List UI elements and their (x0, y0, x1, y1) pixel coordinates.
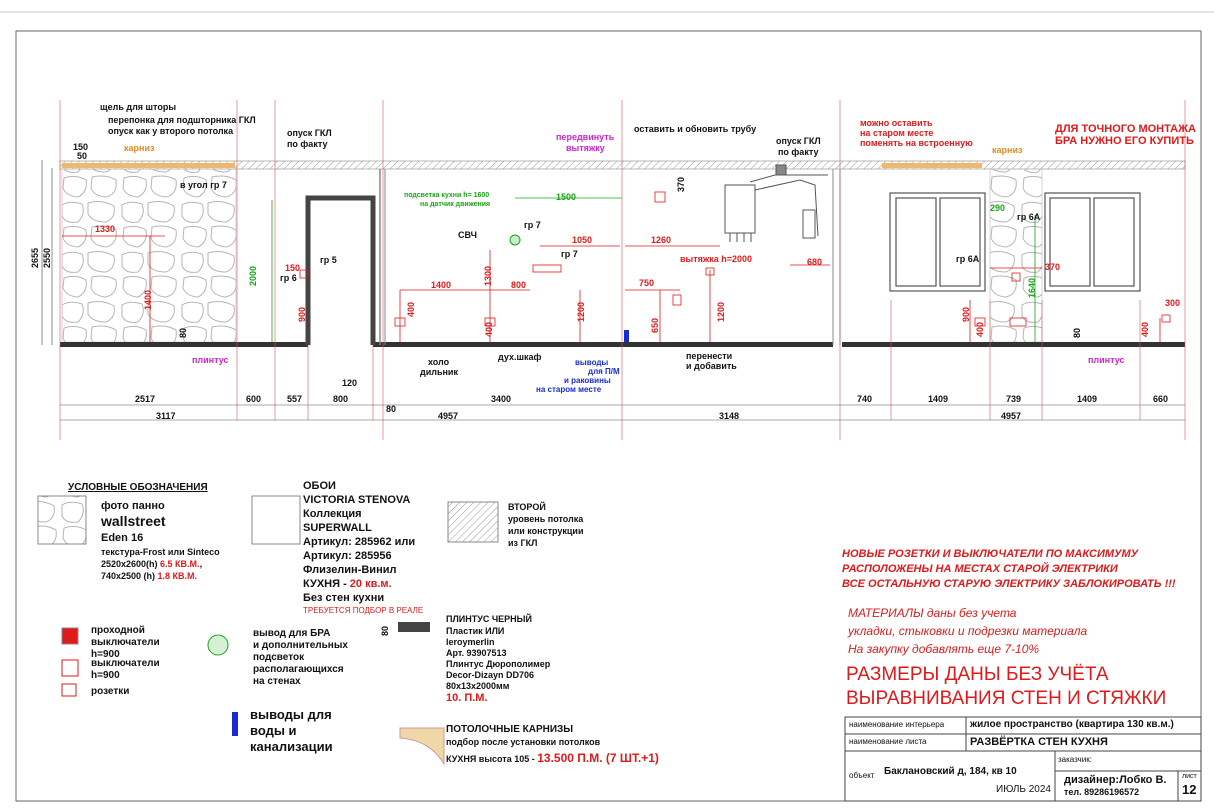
group-6a-2: гр 6А (956, 254, 980, 264)
move-add-2: и добавить (686, 361, 737, 371)
ceiling-3: или конструкции (508, 526, 584, 536)
dim-row1-0: 2517 (135, 394, 156, 404)
wall-8a: КУХНЯ - (303, 578, 350, 590)
group-7c: гр 7 (561, 249, 578, 259)
cornice-3 (446, 752, 659, 766)
dim-1300: 1300 (483, 265, 493, 286)
plinth-label-1: плинтус (192, 355, 229, 365)
ceiling-1: ВТОРОЙ (508, 502, 546, 512)
plinth-2: Пластик ИЛИ (446, 626, 505, 636)
legend-photo-swatch (38, 496, 86, 544)
cornice-label-1: карниз (124, 143, 155, 153)
dim-row1-7: 739 (1006, 394, 1022, 404)
hood-height: вытяжка h=2000 (680, 254, 753, 264)
dim-row1-8: 1409 (1077, 394, 1098, 404)
dim-150b: 150 (285, 263, 301, 273)
sconce-note-1: ДЛЯ ТОЧНОГО МОНТАЖА (1055, 123, 1196, 135)
tb-interior-value: жилое пространство (квартира 130 кв.м.) (970, 719, 1174, 730)
photo-5 (101, 559, 202, 569)
cornice-left (62, 163, 235, 168)
photo-5a: 2520x2600(h) (101, 559, 161, 569)
dim-row2-3: 4957 (1001, 411, 1022, 421)
dim-1200a: 1200 (576, 301, 586, 322)
cornice-1: ПОТОЛОЧНЫЕ КАРНИЗЫ (446, 724, 574, 735)
water-2: воды и (250, 723, 297, 738)
group-7a: гр 7 (210, 180, 227, 190)
dim-400b: 400 (484, 321, 494, 337)
can-leave-1: можно оставить (860, 118, 933, 128)
dim-2550: 2550 (42, 247, 52, 268)
photo-6 (101, 571, 197, 581)
photo-5c: , (199, 559, 203, 569)
dim-row1-2: 557 (287, 394, 303, 404)
ceiling-2: уровень потолка (508, 514, 584, 524)
photo-5b: 6.5 КВ.М. (160, 559, 200, 569)
note-new-1: НОВЫЕ РОЗЕТКИ И ВЫКЛЮЧАТЕЛИ ПО МАКСИМУМУ (842, 548, 1139, 560)
bra-4: располагающихся (253, 664, 344, 675)
tb-interior-label: наименование интерьера (849, 720, 945, 729)
wall-4: SUPERWALL (303, 522, 372, 534)
bra-5: на стенах (253, 676, 301, 687)
tb-sheet-label: наименование листа (849, 737, 927, 746)
can-leave-2: на старом месте (860, 128, 934, 138)
cornice-label-2: карниз (992, 145, 1023, 155)
dim-50: 50 (77, 151, 88, 161)
dim-row1-3: 800 (333, 394, 349, 404)
gkl-drop-2a: опуск ГКЛ (776, 136, 821, 146)
sw-pass-1: проходной (91, 625, 145, 636)
dim-400d: 400 (1140, 321, 1150, 337)
tb-date: ИЮЛЬ 2024 (996, 784, 1051, 795)
group-7b: гр 7 (524, 220, 541, 230)
legend-socket (62, 684, 76, 696)
sconce-note-2: БРА НУЖНО ЕГО КУПИТЬ (1055, 135, 1194, 147)
move-hood-2: вытяжку (566, 143, 605, 153)
note-mat-2: укладки, стыковки и подрезки материала (848, 624, 1088, 638)
dim-1260: 1260 (651, 235, 672, 245)
photo-1: фото панно (101, 500, 165, 512)
plinth-5: Плинтус Дюрополимер (446, 659, 551, 669)
wall-3: Коллекция (303, 508, 362, 520)
dim-row1-4: 3400 (491, 394, 512, 404)
dim-1640: 1640 (1027, 277, 1037, 298)
wall-7: Флизелин-Винил (303, 564, 397, 576)
dim-750: 750 (639, 278, 655, 288)
dim-370-top: 370 (676, 176, 686, 192)
dim-2000a: 2000 (248, 265, 258, 286)
note-new-2: РАСПОЛОЖЕНЫ НА МЕСТАХ СТАРОЙ ЭЛЕКТРИКИ (842, 563, 1118, 575)
gkl-drop-1a: опуск ГКЛ (287, 128, 332, 138)
wall-2: VICTORIA STENOVA (303, 494, 411, 506)
plinth-3: leroymerlin (446, 637, 495, 647)
note-new-3: ВСЕ ОСТАЛЬНУЮ СТАРУЮ ЭЛЕКТРИКУ ЗАБЛОКИРОВАТЬ !!! (842, 578, 1176, 590)
water-3: канализации (250, 739, 333, 754)
plinth-6: Decor-Dizayn DD706 (446, 670, 535, 680)
dim-row2-2: 3148 (719, 411, 740, 421)
dim-400c: 400 (975, 321, 985, 337)
sw-2: h=900 (91, 670, 120, 681)
outlets-1: выводы (575, 358, 609, 367)
plinth-8: 10. П.М. (446, 692, 488, 704)
dim-row1-6: 1409 (928, 394, 949, 404)
note-mat-3: На закупку добавлять еще 7-10% (848, 642, 1040, 656)
plinth-1: ПЛИНТУС ЧЕРНЫЙ (446, 614, 532, 624)
note-size-2: ВЫРАВНИВАНИЯ СТЕН И СТЯЖКИ (846, 688, 1167, 709)
dim-1330: 1330 (95, 224, 116, 234)
tb-sheet-no: 12 (1182, 782, 1197, 797)
tb-sheet-value: РАЗВЁРТКА СТЕН КУХНЯ (970, 736, 1108, 748)
outlets-2: для П/М (588, 367, 620, 376)
bra-2: и дополнительных (253, 640, 348, 651)
wall-8b: 20 кв.м. (349, 578, 392, 590)
water-1: выводы для (250, 707, 332, 722)
tb-client-label: заказчик: (1058, 755, 1092, 764)
kitchen-light-2: на датчик движения (420, 201, 491, 208)
plinth-label-2: плинтус (1088, 355, 1125, 365)
dim-1050: 1050 (572, 235, 593, 245)
boiler (725, 165, 828, 242)
legend-switch (62, 660, 78, 676)
legend-bra (208, 635, 228, 655)
fridge-2: дильник (420, 367, 458, 377)
sconce-marker (510, 235, 520, 245)
floor-plinth-4 (842, 342, 1185, 347)
dim-80a: 80 (178, 327, 188, 338)
ceiling-4: из ГКЛ (508, 538, 538, 548)
dim-290: 290 (990, 203, 1006, 213)
bra-1: вывод для БРА (253, 628, 331, 639)
cornice-right (882, 163, 982, 168)
dim-row2-0: 3117 (156, 411, 176, 421)
dim-row2-1: 4957 (438, 411, 459, 421)
photo-panel-right (990, 169, 1042, 342)
dim-900a: 900 (297, 306, 307, 322)
move-hood-1: передвинуть (556, 132, 615, 142)
dim-row1-5: 740 (857, 394, 873, 404)
group-6: гр 6 (280, 273, 297, 283)
note-partition-1: перепонка для подшторника ГКЛ (108, 115, 256, 125)
bra-3: подсветок (253, 652, 305, 663)
sw-1: выключатели (91, 658, 160, 669)
dim-1500: 1500 (556, 192, 577, 202)
sw-pass-2: выключатели (91, 637, 160, 648)
dim-1200b: 1200 (716, 301, 726, 322)
photo-panel-left (62, 169, 236, 342)
wall-9: Без стен кухни (303, 592, 385, 604)
outlets-4: на старом месте (536, 385, 602, 394)
photo-6a: 740x2500 (h) (101, 571, 158, 581)
dim-2655: 2655 (30, 247, 40, 268)
wall-1: ОБОИ (303, 480, 336, 492)
cornice-3b: 13.500 П.М. (7 ШТ.+1) (537, 751, 659, 765)
wall-5: Артикул: 285962 или (303, 536, 416, 548)
outlets-3: и раковины (564, 376, 611, 385)
dim-row1-9: 660 (1153, 394, 1169, 404)
note-gap-curtain: щель для шторы (100, 102, 177, 112)
water-outlet-marker (624, 330, 629, 342)
tb-designer: дизайнер:Лобко В. (1064, 774, 1167, 786)
plinth-4: Арт. 93907513 (446, 648, 507, 658)
dim-680: 680 (807, 257, 823, 267)
dim-370: 370 (1045, 262, 1061, 272)
in-corner-text: в угол (180, 180, 208, 190)
dim-900b: 900 (961, 306, 971, 322)
plinth-7: 80x13x2000мм (446, 681, 510, 691)
fridge-1: холо (428, 357, 450, 367)
wall-6: Артикул: 285956 (303, 550, 392, 562)
legend-ceiling-swatch (448, 502, 498, 542)
dim-400a: 400 (406, 301, 416, 317)
legend-title: УСЛОВНЫЕ ОБОЗНАЧЕНИЯ (68, 482, 208, 493)
plinth-80: 80 (380, 625, 390, 636)
label-svch: СВЧ (458, 230, 477, 240)
dim-150-top: 150 (73, 142, 89, 152)
dim-80-mid: 80 (386, 404, 397, 414)
kitchen-light-1: подсветка кухни h= 1600 (404, 192, 490, 199)
oven-label: дух.шкаф (498, 352, 542, 362)
keep-pipe: оставить и обновить трубу (634, 124, 757, 134)
photo-2: wallstreet (101, 513, 166, 529)
wall-10: ТРЕБУЕТСЯ ПОДБОР В РЕАЛЕ (303, 606, 424, 615)
tb-phone: тел. 89286196572 (1064, 787, 1140, 797)
tb-object-label: объект (849, 771, 875, 780)
cornice-3a: КУХНЯ высота 105 - (446, 754, 538, 764)
sw-pass-3: h=900 (91, 649, 120, 660)
dim-1400b: 1400 (431, 280, 452, 290)
door-opening (308, 198, 373, 345)
dim-120: 120 (342, 378, 358, 388)
legend-wallpaper-swatch (252, 496, 300, 544)
photo-3: Eden 16 (101, 532, 144, 544)
tb-object-value: Баклановский д, 184, кв 10 (884, 766, 1017, 777)
gkl-drop-2b: по факту (778, 147, 819, 157)
floor-plinth-1 (60, 342, 308, 347)
dim-80b: 80 (1072, 327, 1082, 338)
gkl-drop-1b: по факту (287, 139, 328, 149)
photo-4: текстура-Frost или Sinteco (101, 547, 220, 557)
legend-plinth (398, 622, 430, 632)
legend-cornice (400, 728, 444, 764)
wall-8 (303, 578, 392, 591)
cornice-2: подбор после установки потолков (446, 737, 601, 747)
tb-sheet-no-label: лист (1182, 773, 1197, 780)
dim-650: 650 (650, 317, 660, 333)
note-mat-1: МАТЕРИАЛЫ даны без учета (848, 606, 1017, 620)
legend-pass-switch (62, 628, 78, 644)
sockets-label: розетки (91, 686, 130, 697)
group-6a-1: гр 6А (1017, 212, 1041, 222)
dim-row1-1: 600 (246, 394, 262, 404)
legend-water (232, 712, 238, 736)
dim-800a: 800 (511, 280, 527, 290)
can-leave-3: поменять на встроенную (860, 138, 973, 148)
note-partition-2: опуск как у второго потолка (108, 126, 234, 136)
group-5: гр 5 (320, 255, 337, 265)
note-size-1: РАЗМЕРЫ ДАНЫ БЕЗ УЧЁТА (846, 664, 1109, 685)
dim-300: 300 (1165, 298, 1181, 308)
dim-1400a: 1400 (143, 289, 153, 310)
floor-plinth-3 (383, 342, 833, 347)
photo-6b: 1.8 КВ.М. (157, 571, 198, 581)
move-add-1: перенести (686, 351, 733, 361)
label-in-corner (180, 180, 227, 190)
